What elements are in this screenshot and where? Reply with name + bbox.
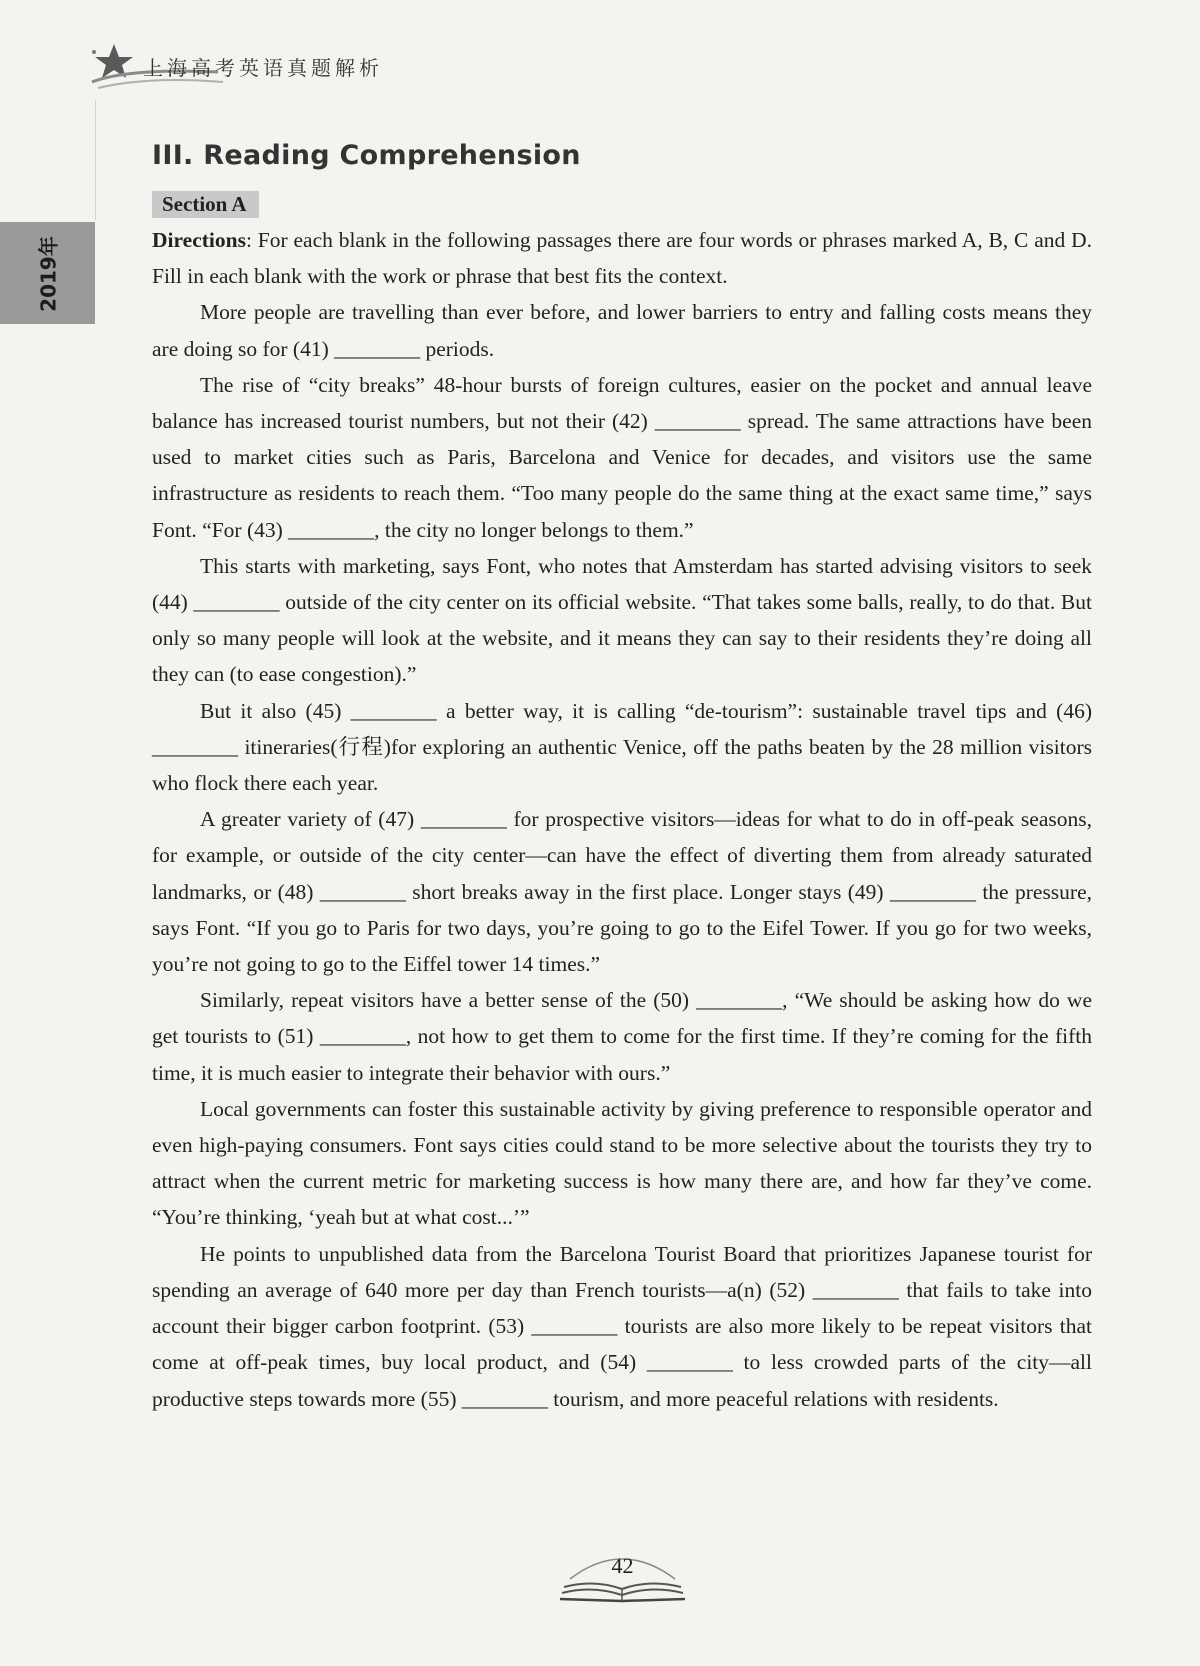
passage-paragraph: Similarly, repeat visitors have a better sense of the (50) ________, “We should be asking how do we get tourists to (51) ________, not how to get them to come for the first time. If they’re coming for the fifth time, it is much easier to integrate their behavior with ours.” <box>152 988 1092 1085</box>
passage-paragraph: But it also (45) ________ a better way, it is calling “de-tourism”: sustainable travel tips and (46) ________ itineraries(行程)for exploring an authentic Venice, off the paths beaten by the 28 million visitors who flock there each year. <box>152 698 1092 796</box>
year-label: 2019年 <box>36 236 61 312</box>
page-number: 42 <box>611 1553 634 1578</box>
passage-paragraph: He points to unpublished data from the Barcelona Tourist Board that prioritizes Japanese tourist for spending an average of 640 more per day than French tourists—a(n) (52) ________ that fails to take into account their bigger carbon footprint. (53) ________ tourists are also more likely to be repeat visitors that come at off-peak times, buy local product, and (54) ________ to less crowded parts of the city—all productive steps towards more (55) ________ tourism, and more peaceful relations with residents. <box>152 1241 1092 1411</box>
directions-label: Directions <box>152 228 246 252</box>
passage-paragraph: The rise of “city breaks” 48-hour bursts of foreign cultures, easier on the pocket and annual leave balance has increased tourist numbers, but not their (42) ________ spread. The same attractions have been used to market cities such as Paris, Barcelona and Venice for decades, and visitors use the same infrastructure as residents to reach them. “Too many people do the same thing at the exact same time,” says Font. “For (43) ________, the city no longer belongs to them.” <box>152 372 1092 542</box>
passage-paragraph: This starts with marketing, says Font, who notes that Amsterdam has started advising visitors to seek (44) ________ outside of the city center on its official website. “That takes some balls, really, to do that. But only so many people will look at the website, and it means they can say to their residents they’re doing all they can (to ease congestion).” <box>152 553 1092 687</box>
passage-paragraph: A greater variety of (47) ________ for prospective visitors—ideas for what to do in off-peak seasons, for example, or outside of the city center—can have the effect of diverting them from already saturated landmarks, or (48) ________ short breaks away in the first place. Longer stays (49) ________ the pressure, says Font. “If you go to Paris for two days, you’re going to go to the Eifel Tower. If you go for two weeks, you’re not going to go to the Eiffel tower 14 times.” <box>152 807 1092 977</box>
part-title: III. Reading Comprehension <box>152 140 581 171</box>
directions <box>152 222 1092 294</box>
passage-paragraph: More people are travelling than ever before, and lower barriers to entry and falling costs means they are doing so for (41) ________ periods. <box>152 300 1092 361</box>
page-footer <box>560 1545 685 1605</box>
book-title: 上海高考英语真题解析 <box>143 56 383 80</box>
margin-rule <box>95 100 96 220</box>
page-header <box>88 42 508 94</box>
directions-text: : For each blank in the following passages there are four words or phrases marked A, B, C and D. Fill in each blank with the work or phrase that best fits the context. <box>152 228 1092 289</box>
section-label: Section A <box>152 191 259 218</box>
passage-paragraph: Local governments can foster this sustainable activity by giving preference to responsible operator and even high-paying consumers. Font says cities could stand to be more selective about the tourists they try to attract when the current metric for marketing success is how many there are, and how far they’ve come. “You’re thinking, ‘yeah but at what cost...’” <box>152 1096 1092 1230</box>
main-content <box>152 140 1092 1417</box>
